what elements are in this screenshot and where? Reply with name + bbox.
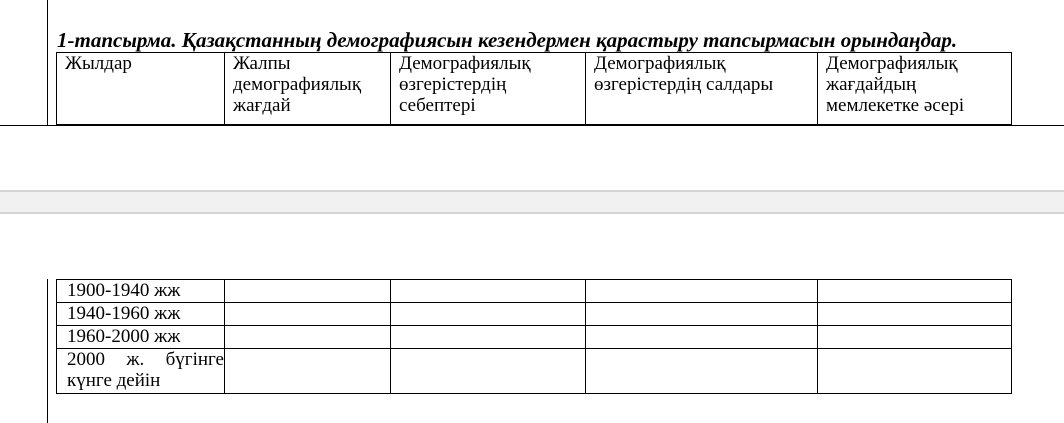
period-line-1: 2000 ж. бүгінге: [67, 349, 224, 370]
page-margin-line-bottom: [47, 279, 48, 423]
empty-cell[interactable]: [586, 303, 818, 326]
column-header-state-impact: Демографиялық жағдайдың мемлекетке әсері: [818, 53, 1012, 125]
empty-cell[interactable]: [818, 349, 1012, 394]
column-header-causes: Демографиялық өзгерістердің себептері: [391, 53, 586, 125]
empty-cell[interactable]: [818, 326, 1012, 349]
empty-cell[interactable]: [391, 326, 586, 349]
column-header-years: Жылдар: [57, 53, 225, 125]
table-row: [57, 303, 1012, 326]
period-cell: [57, 349, 225, 394]
empty-cell[interactable]: [225, 326, 391, 349]
empty-cell[interactable]: [225, 349, 391, 394]
empty-cell[interactable]: [225, 303, 391, 326]
page-break-rule: [0, 125, 1064, 126]
empty-cell[interactable]: [586, 280, 818, 303]
empty-cell[interactable]: [818, 280, 1012, 303]
page-margin-line-top: [47, 0, 48, 126]
period-line-2: күнге дейін: [67, 370, 161, 391]
task-title: 1-тапсырма. Қазақстанның демографиясын кезендермен қарастыру тапсырмасын орындаңдар.: [57, 28, 958, 52]
table-header: [56, 52, 1012, 125]
period-cell: 1900-1940 жж: [57, 280, 225, 303]
empty-cell[interactable]: [391, 280, 586, 303]
empty-cell[interactable]: [391, 349, 586, 394]
period-cell: 1940-1960 жж: [57, 303, 225, 326]
period-cell: 1960-2000 жж: [57, 326, 225, 349]
empty-cell[interactable]: [586, 326, 818, 349]
table-row: [57, 326, 1012, 349]
page-separator: [0, 190, 1064, 214]
empty-cell[interactable]: [391, 303, 586, 326]
table-row: [57, 349, 1012, 394]
column-header-general-situation: Жалпы демографиялық жағдай: [225, 53, 391, 125]
table-row: [57, 280, 1012, 303]
column-header-consequences: Демографиялық өзгерістердің салдары: [586, 53, 818, 125]
empty-cell[interactable]: [225, 280, 391, 303]
empty-cell[interactable]: [818, 303, 1012, 326]
table-body: [56, 279, 1012, 394]
empty-cell[interactable]: [586, 349, 818, 394]
